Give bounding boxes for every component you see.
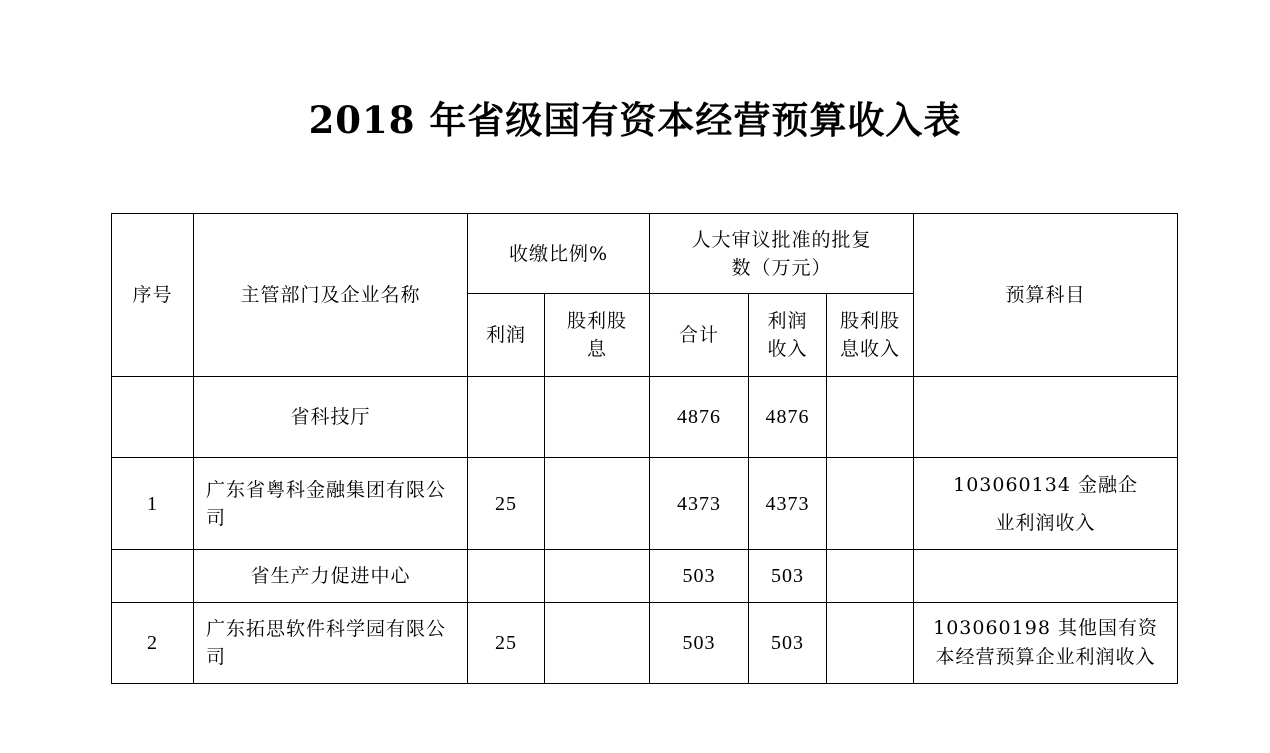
table-row — [112, 458, 1178, 550]
cell-subject: 103060134 金融企业利润收入 — [914, 458, 1178, 550]
cell-subject — [914, 550, 1178, 603]
page-title: 2018 年省级国有资本经营预算收入表 — [308, 98, 962, 142]
header-dividend-income: 股利股息收入 — [827, 294, 914, 377]
cell-profit-income: 4876 — [749, 377, 827, 458]
cell-seq — [112, 550, 194, 603]
cell-ratio-profit: 25 — [468, 603, 545, 684]
cell-ratio-dividend — [545, 603, 650, 684]
cell-name: 省科技厅 — [194, 377, 468, 458]
cell-subject — [914, 377, 1178, 458]
header-profit-income: 利润收入 — [749, 294, 827, 377]
cell-ratio-profit — [468, 550, 545, 603]
header-budget-subject: 预算科目 — [914, 214, 1178, 377]
table-row — [112, 377, 1178, 458]
cell-dividend-income — [827, 550, 914, 603]
cell-seq — [112, 377, 194, 458]
header-approved-group: 人大审议批准的批复数（万元） — [650, 214, 914, 294]
header-ratio-profit: 利润 — [468, 294, 545, 377]
budget-table — [111, 213, 1178, 684]
cell-ratio-dividend — [545, 550, 650, 603]
cell-total: 503 — [650, 550, 749, 603]
cell-profit-income: 503 — [749, 603, 827, 684]
header-name: 主管部门及企业名称 — [194, 214, 468, 377]
cell-ratio-profit: 25 — [468, 458, 545, 550]
table-row — [112, 550, 1178, 603]
cell-total: 503 — [650, 603, 749, 684]
cell-seq: 1 — [112, 458, 194, 550]
cell-dividend-income — [827, 377, 914, 458]
cell-seq: 2 — [112, 603, 194, 684]
cell-profit-income: 4373 — [749, 458, 827, 550]
cell-profit-income: 503 — [749, 550, 827, 603]
header-total: 合计 — [650, 294, 749, 377]
cell-total: 4373 — [650, 458, 749, 550]
table-row — [112, 603, 1178, 684]
header-seq: 序号 — [112, 214, 194, 377]
cell-dividend-income — [827, 603, 914, 684]
cell-name: 广东省粤科金融集团有限公司 — [194, 458, 468, 550]
cell-name: 广东拓思软件科学园有限公司 — [194, 603, 468, 684]
cell-subject: 103060198 其他国有资本经营预算企业利润收入 — [914, 603, 1178, 684]
header-row-1 — [112, 214, 1178, 294]
cell-ratio-dividend — [545, 458, 650, 550]
cell-dividend-income — [827, 458, 914, 550]
cell-total: 4876 — [650, 377, 749, 458]
cell-name: 省生产力促进中心 — [194, 550, 468, 603]
header-ratio-group: 收缴比例% — [468, 214, 650, 294]
cell-ratio-dividend — [545, 377, 650, 458]
cell-ratio-profit — [468, 377, 545, 458]
header-ratio-dividend: 股利股息 — [545, 294, 650, 377]
